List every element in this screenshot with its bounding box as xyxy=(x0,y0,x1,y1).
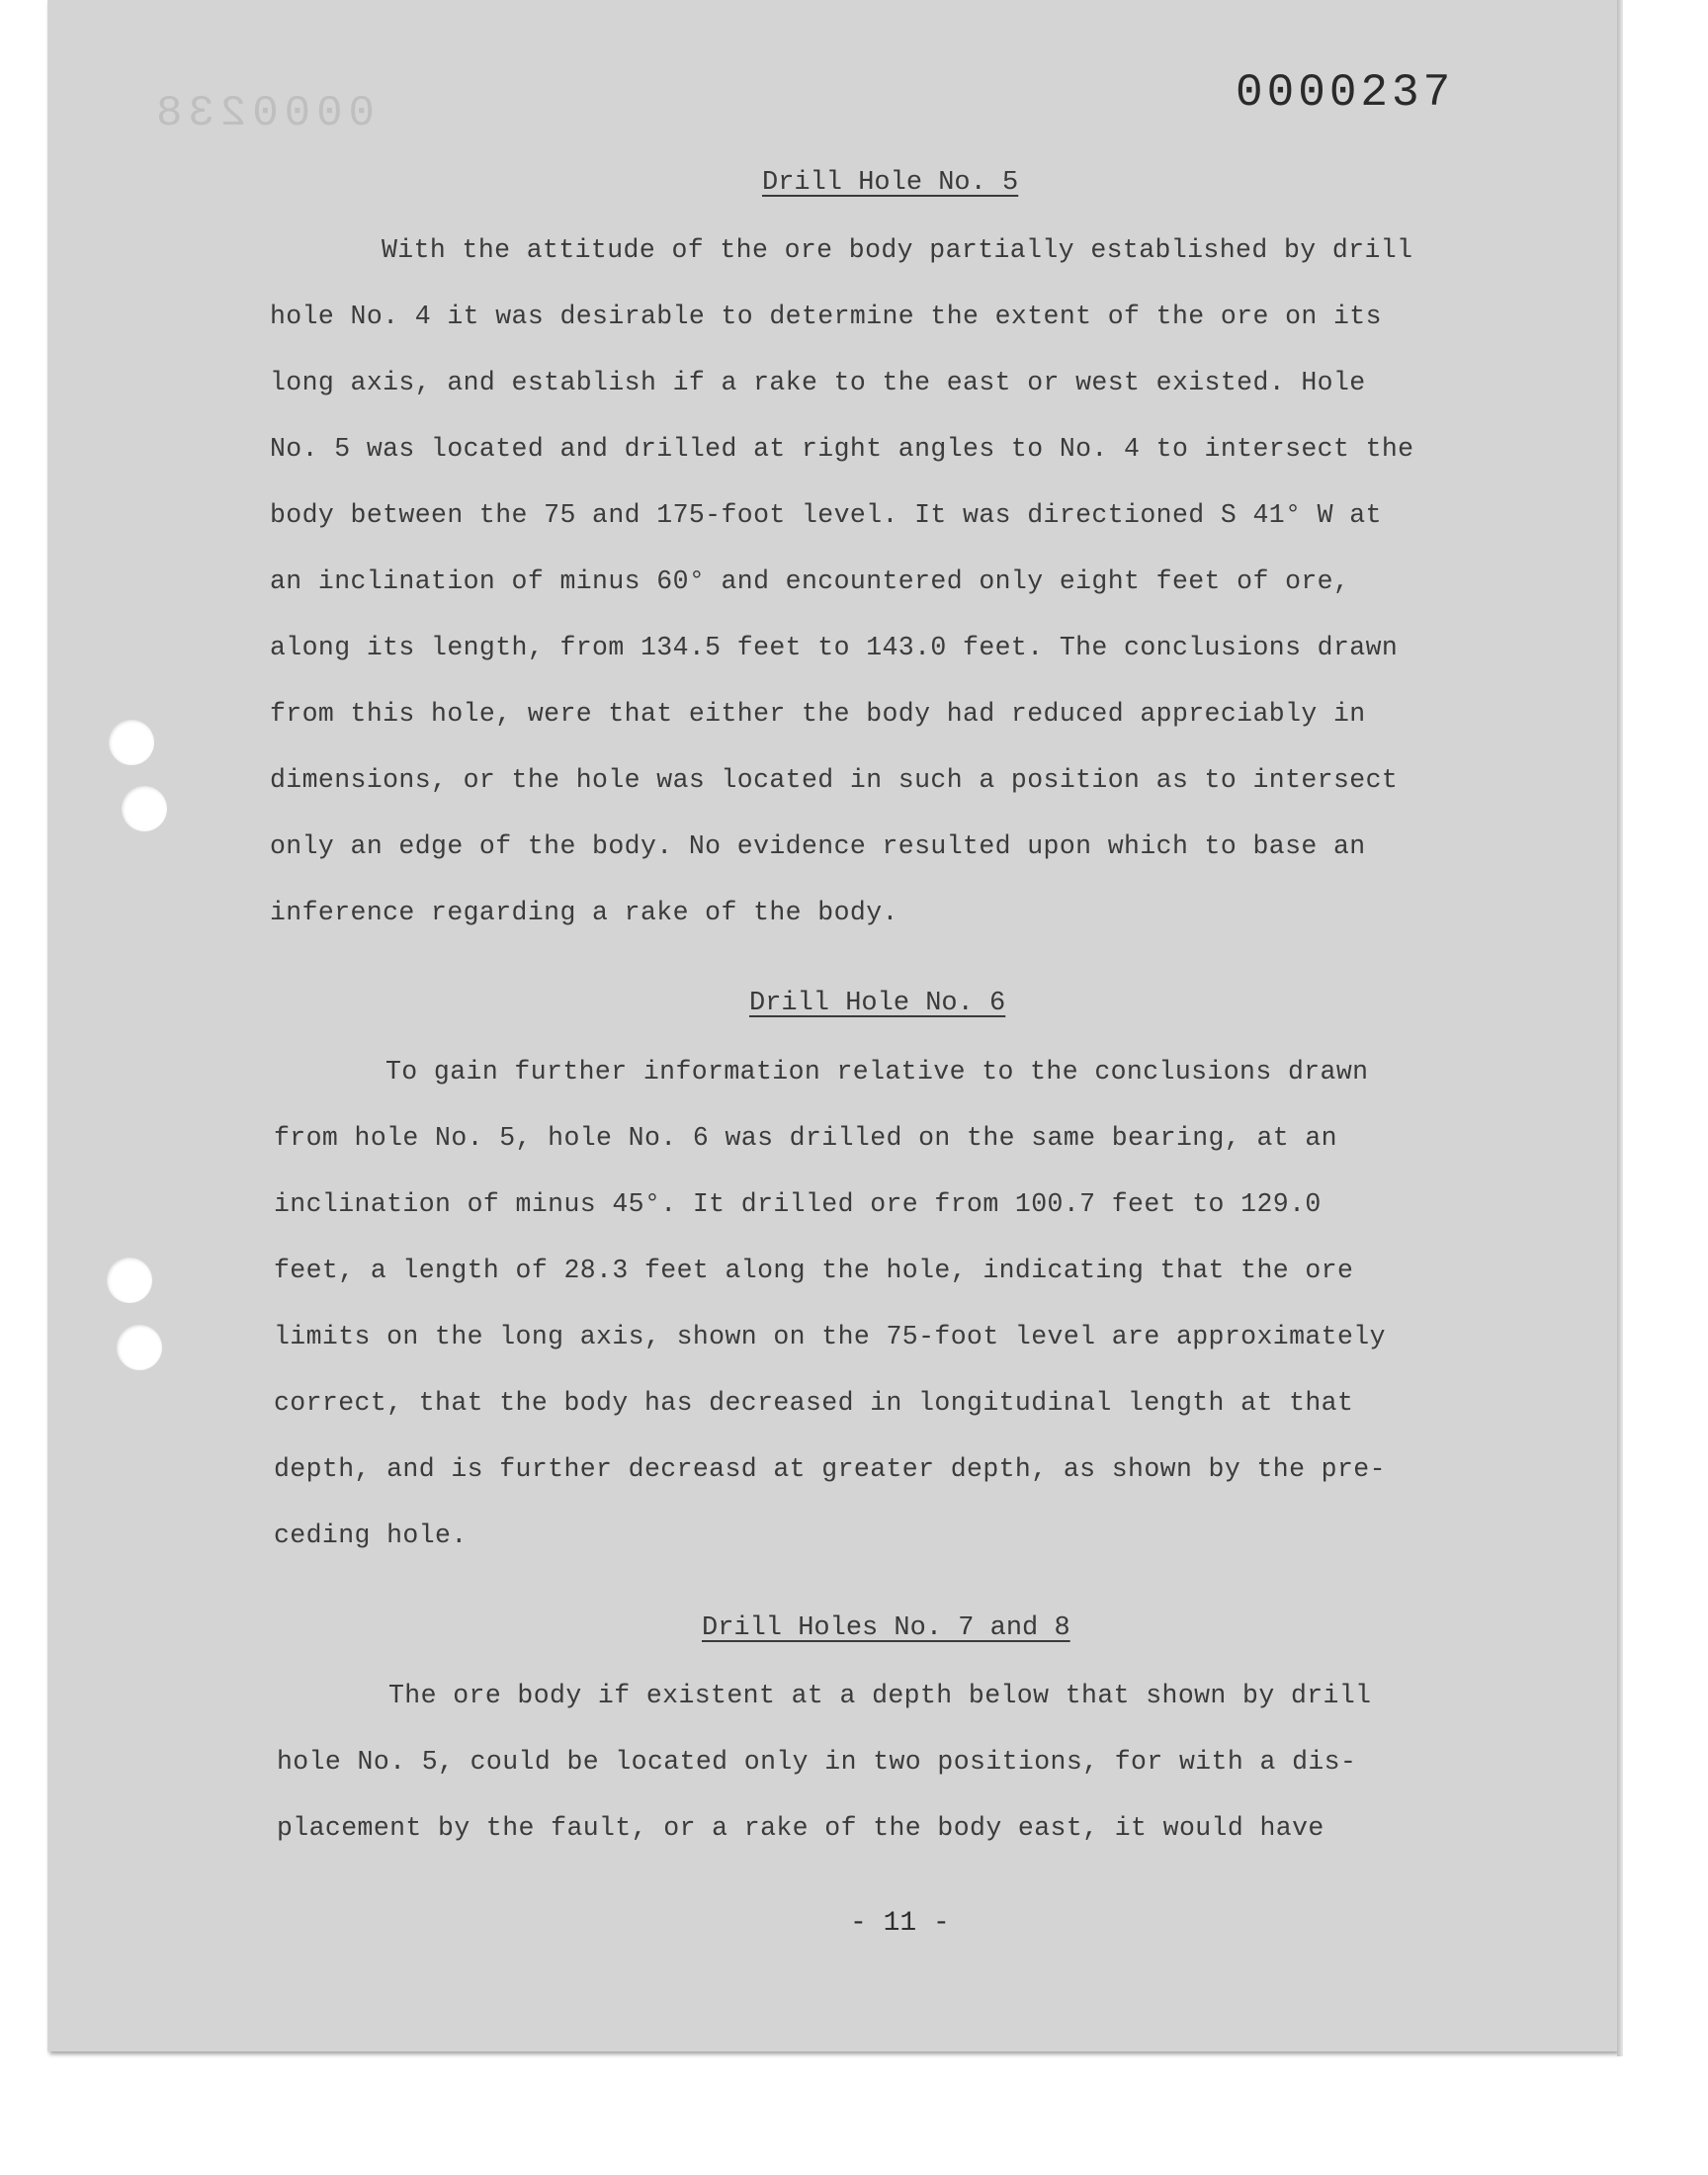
punch-hole-4 xyxy=(117,1325,162,1370)
paragraph-line: inference regarding a rake of the body. xyxy=(270,898,898,927)
paragraph-line: from hole No. 5, hole No. 6 was drilled on the same bearing, at an xyxy=(274,1123,1337,1153)
paragraph-line: The ore body if existent at a depth below that shown by drill xyxy=(388,1681,1372,1710)
page-number: - 11 - xyxy=(850,1908,950,1939)
paragraph-line: depth, and is further decreasd at greater depth, as shown by the pre- xyxy=(274,1454,1386,1484)
punch-hole-1 xyxy=(109,720,154,765)
paragraph-line: body between the 75 and 175-foot level. It was directioned S 41° W at xyxy=(270,500,1382,530)
paragraph-line: To gain further information relative to the conclusions drawn xyxy=(385,1057,1369,1087)
paragraph-line: feet, a length of 28.3 feet along the hole, indicating that the ore xyxy=(274,1256,1354,1285)
paragraph-line: placement by the fault, or a rake of the body east, it would have xyxy=(277,1813,1324,1843)
paragraph-line: long axis, and establish if a rake to the east or west existed. Hole xyxy=(270,368,1366,397)
page-edge xyxy=(1617,0,1623,2056)
paragraph-line: along its length, from 134.5 feet to 143.0 feet. The conclusions drawn xyxy=(270,633,1399,662)
paragraph-line: hole No. 5, could be located only in two positions, for with a dis- xyxy=(277,1747,1357,1777)
section-heading-holes-7-8: Drill Holes No. 7 and 8 xyxy=(702,1613,1070,1643)
paragraph-line: correct, that the body has decreased in longitudinal length at that xyxy=(274,1388,1354,1418)
paragraph-line: No. 5 was located and drilled at right angles to No. 4 to intersect the xyxy=(270,434,1414,464)
paragraph-line: With the attitude of the ore body partially established by drill xyxy=(382,235,1413,265)
punch-hole-2 xyxy=(122,786,167,831)
paragraph-line: an inclination of minus 60° and encountered only eight feet of ore, xyxy=(270,566,1350,596)
punch-hole-3 xyxy=(107,1258,152,1303)
paragraph-line: ceding hole. xyxy=(274,1521,468,1550)
paragraph-line: hole No. 4 it was desirable to determine the extent of the ore on its xyxy=(270,302,1382,331)
paragraph-line: limits on the long axis, shown on the 75-foot level are approximately xyxy=(274,1322,1386,1351)
paragraph-line: dimensions, or the hole was located in such a position as to intersect xyxy=(270,765,1399,795)
bleed-through-number: 0000238 xyxy=(150,89,375,138)
paragraph-line: from this hole, were that either the body had reduced appreciably in xyxy=(270,699,1366,729)
section-heading-hole-6: Drill Hole No. 6 xyxy=(749,989,1006,1018)
paragraph-line: only an edge of the body. No evidence resulted upon which to base an xyxy=(270,831,1366,861)
paragraph-line: inclination of minus 45°. It drilled ore from 100.7 feet to 129.0 xyxy=(274,1189,1322,1219)
document-number: 0000237 xyxy=(1236,67,1455,119)
section-heading-hole-5: Drill Hole No. 5 xyxy=(762,168,1019,198)
